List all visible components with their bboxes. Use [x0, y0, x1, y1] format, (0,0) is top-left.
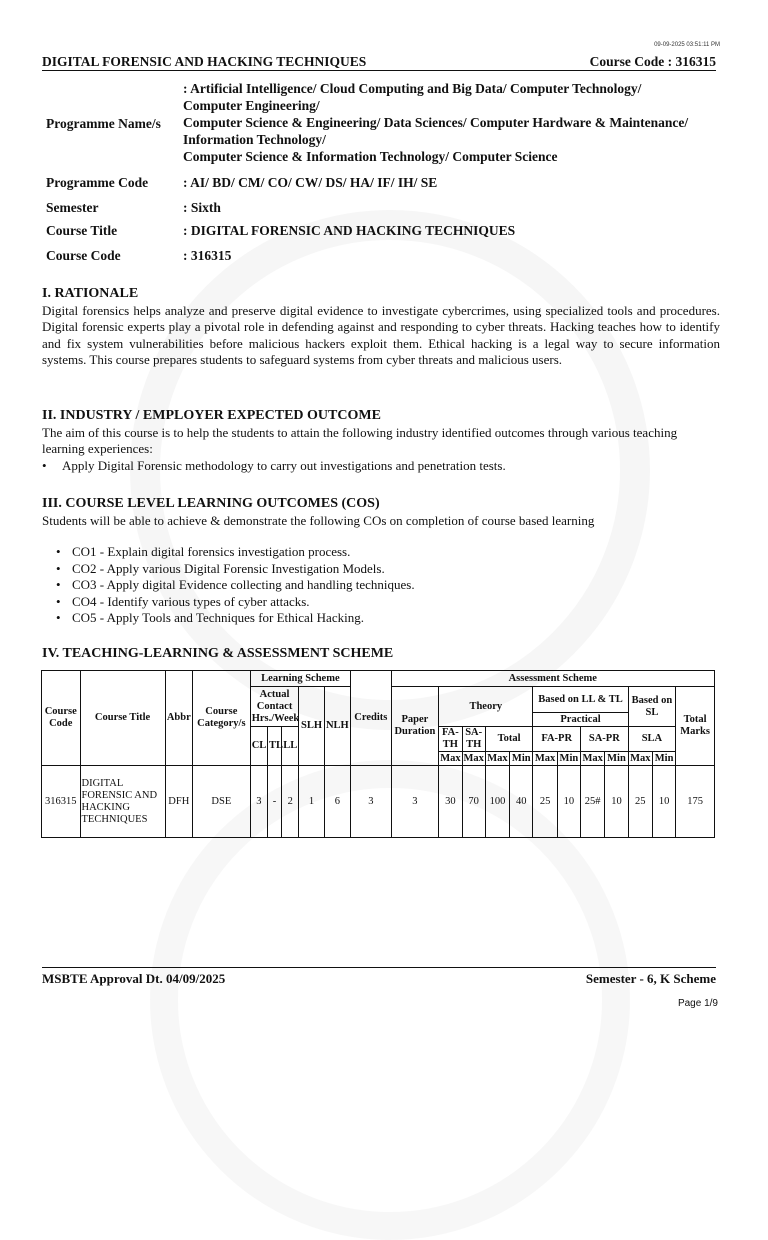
cell-cl: 3 [250, 766, 267, 838]
page-number: Page 1/9 [677, 998, 718, 1009]
col-course-title: Course Title [80, 671, 165, 766]
header-title: DIGITAL FORENSIC AND HACKING TECHNIQUES [42, 54, 367, 69]
cell-ll: 2 [282, 766, 299, 838]
programme-line: Computer Science & Information Technology/ Computer Science [183, 149, 558, 164]
cell-sa-th-max: 70 [462, 766, 485, 838]
col-max: Max [440, 752, 461, 764]
info-label: Programme Code [46, 175, 149, 190]
rationale-text: Digital forensics helps analyze and preserve digital evidence to investigate cybercrimes, using specialized tools and procedures. Digital forensic experts play a pivotal role in defending against and responding to cyber threats. Hacking teaches how to identify and fix system vulnerabilities before malicious hackers exploit them. Ethical hacking is a legal way to secure information systems. This course prepares students to safeguard systems from cyber threats and malicious users. [42, 302, 720, 367]
industry-outcome-list [42, 458, 720, 475]
cell-code: 316315 [42, 766, 81, 838]
col-tl: TL [267, 727, 281, 766]
list-item: • CO3 - Apply digital Evidence collecting and handling techniques. [42, 577, 720, 594]
cos-list [42, 544, 720, 627]
col-fa-th: FA-TH [439, 727, 462, 752]
col-min: Min [652, 752, 675, 766]
info-value: : Sixth [183, 200, 221, 215]
programme-names-label: Programme Name/s [46, 116, 161, 131]
programme-line: Computer Science & Engineering/ Data Sciences/ Computer Hardware & Maintenance/ [183, 115, 689, 130]
cell-sla-max: 25 [628, 766, 652, 838]
cell-tl: - [267, 766, 281, 838]
col-max: Max [487, 752, 508, 764]
col-fa-pr: FA-PR [533, 727, 581, 752]
col-assessment-scheme: Assessment Scheme [391, 671, 714, 687]
info-label: Semester [46, 200, 99, 215]
cell-fa-th-max: 30 [439, 766, 462, 838]
col-max: Max [463, 752, 484, 764]
cell-nlh: 6 [324, 766, 350, 838]
info-value: : 316315 [183, 248, 232, 263]
assessment-scheme-table [41, 670, 715, 838]
col-credits: Credits [351, 671, 392, 766]
col-actual-contact: Actual Contact Hrs./Week [250, 687, 299, 727]
cell-total-max: 100 [485, 766, 509, 838]
col-total-marks: Total Marks [676, 687, 715, 766]
cos-section [42, 496, 720, 627]
col-based-sl: Based on SL [628, 687, 676, 727]
footer-approval: MSBTE Approval Dt. 04/09/2025 [42, 971, 226, 986]
cell-duration: 3 [391, 766, 439, 838]
cell-sla-min: 10 [652, 766, 675, 838]
col-cl: CL [250, 727, 267, 766]
cell-fa-pr-max: 25 [533, 766, 557, 838]
col-slh: SLH [299, 687, 324, 766]
col-course-code: Course Code [42, 671, 81, 766]
col-learning-scheme: Learning Scheme [250, 671, 350, 687]
list-item: • Apply Digital Forensic methodology to carry out investigations and penetration tests. [42, 458, 720, 475]
cell-category: DSE [192, 766, 250, 838]
table-row [42, 766, 715, 838]
cell-fa-pr-min: 10 [557, 766, 580, 838]
programme-names-value [183, 80, 738, 165]
cell-credits: 3 [351, 766, 392, 838]
scheme-section [42, 646, 720, 663]
rationale-section [42, 286, 720, 369]
programme-line: Computer Engineering/ [183, 98, 320, 113]
cell-sa-pr-min: 10 [605, 766, 628, 838]
col-paper-duration: Paper Duration [391, 687, 439, 766]
programme-line: : Artificial Intelligence/ Cloud Computing and Big Data/ Computer Technology/ [183, 81, 642, 96]
col-theory: Theory [439, 687, 533, 727]
footer-semester: Semester - 6, K Scheme [585, 971, 716, 986]
page-footer [42, 967, 716, 986]
rationale-title: I. RATIONALE [42, 286, 139, 301]
col-nlh: NLH [324, 687, 350, 766]
col-max: Max [630, 752, 651, 764]
list-item: • CO2 - Apply various Digital Forensic Investigation Models. [42, 561, 720, 578]
industry-outcome-title: II. INDUSTRY / EMPLOYER EXPECTED OUTCOME [42, 408, 381, 423]
list-item: • CO4 - Identify various types of cyber attacks. [42, 594, 720, 611]
industry-outcome-section [42, 408, 720, 474]
cos-text: Students will be able to achieve & demonstrate the following COs on completion of course based learning [42, 512, 595, 528]
cell-total-marks: 175 [676, 766, 715, 838]
cell-title: DIGITAL FORENSIC AND HACKING TECHNIQUES [80, 766, 165, 838]
cell-abbr: DFH [165, 766, 192, 838]
col-practical: Practical [533, 713, 628, 727]
col-min: Min [510, 752, 533, 766]
col-category: Course Category/s [192, 671, 250, 766]
col-min: Min [557, 752, 580, 766]
programme-line: Information Technology/ [183, 132, 326, 147]
cell-total-min: 40 [510, 766, 533, 838]
info-label: Course Code [46, 248, 121, 263]
cos-title: III. COURSE LEVEL LEARNING OUTCOMES (COS) [42, 496, 380, 511]
col-max: Max [534, 752, 556, 764]
col-sa-pr: SA-PR [581, 727, 629, 752]
info-label: Course Title [46, 223, 118, 238]
cell-sa-pr-max: 25# [581, 766, 605, 838]
list-item: • CO1 - Explain digital forensics investigation process. [42, 544, 720, 561]
col-based-ll-tl: Based on LL & TL [533, 687, 628, 713]
col-sa-th: SA-TH [462, 727, 485, 752]
cell-slh: 1 [299, 766, 324, 838]
col-ll: LL [282, 727, 299, 766]
col-abbr: Abbr [165, 671, 192, 766]
industry-outcome-text: The aim of this course is to help the students to attain the following industry identified outcomes through various teaching learning experiences: [42, 424, 678, 456]
col-max: Max [582, 752, 603, 764]
header-course-code: Course Code : 316315 [589, 54, 716, 69]
col-min: Min [605, 752, 628, 766]
timestamp: 09-09-2025 03:51:11 PM [654, 42, 720, 48]
info-value: : AI/ BD/ CM/ CO/ CW/ DS/ HA/ IF/ IH/ SE [183, 175, 438, 190]
info-value: : DIGITAL FORENSIC AND HACKING TECHNIQUES [183, 223, 516, 238]
col-sla: SLA [628, 727, 676, 752]
col-total: Total [485, 727, 533, 752]
list-item: • CO5 - Apply Tools and Techniques for Ethical Hacking. [42, 610, 720, 627]
scheme-title: IV. TEACHING-LEARNING & ASSESSMENT SCHEME [42, 646, 394, 661]
page-header [42, 54, 716, 71]
